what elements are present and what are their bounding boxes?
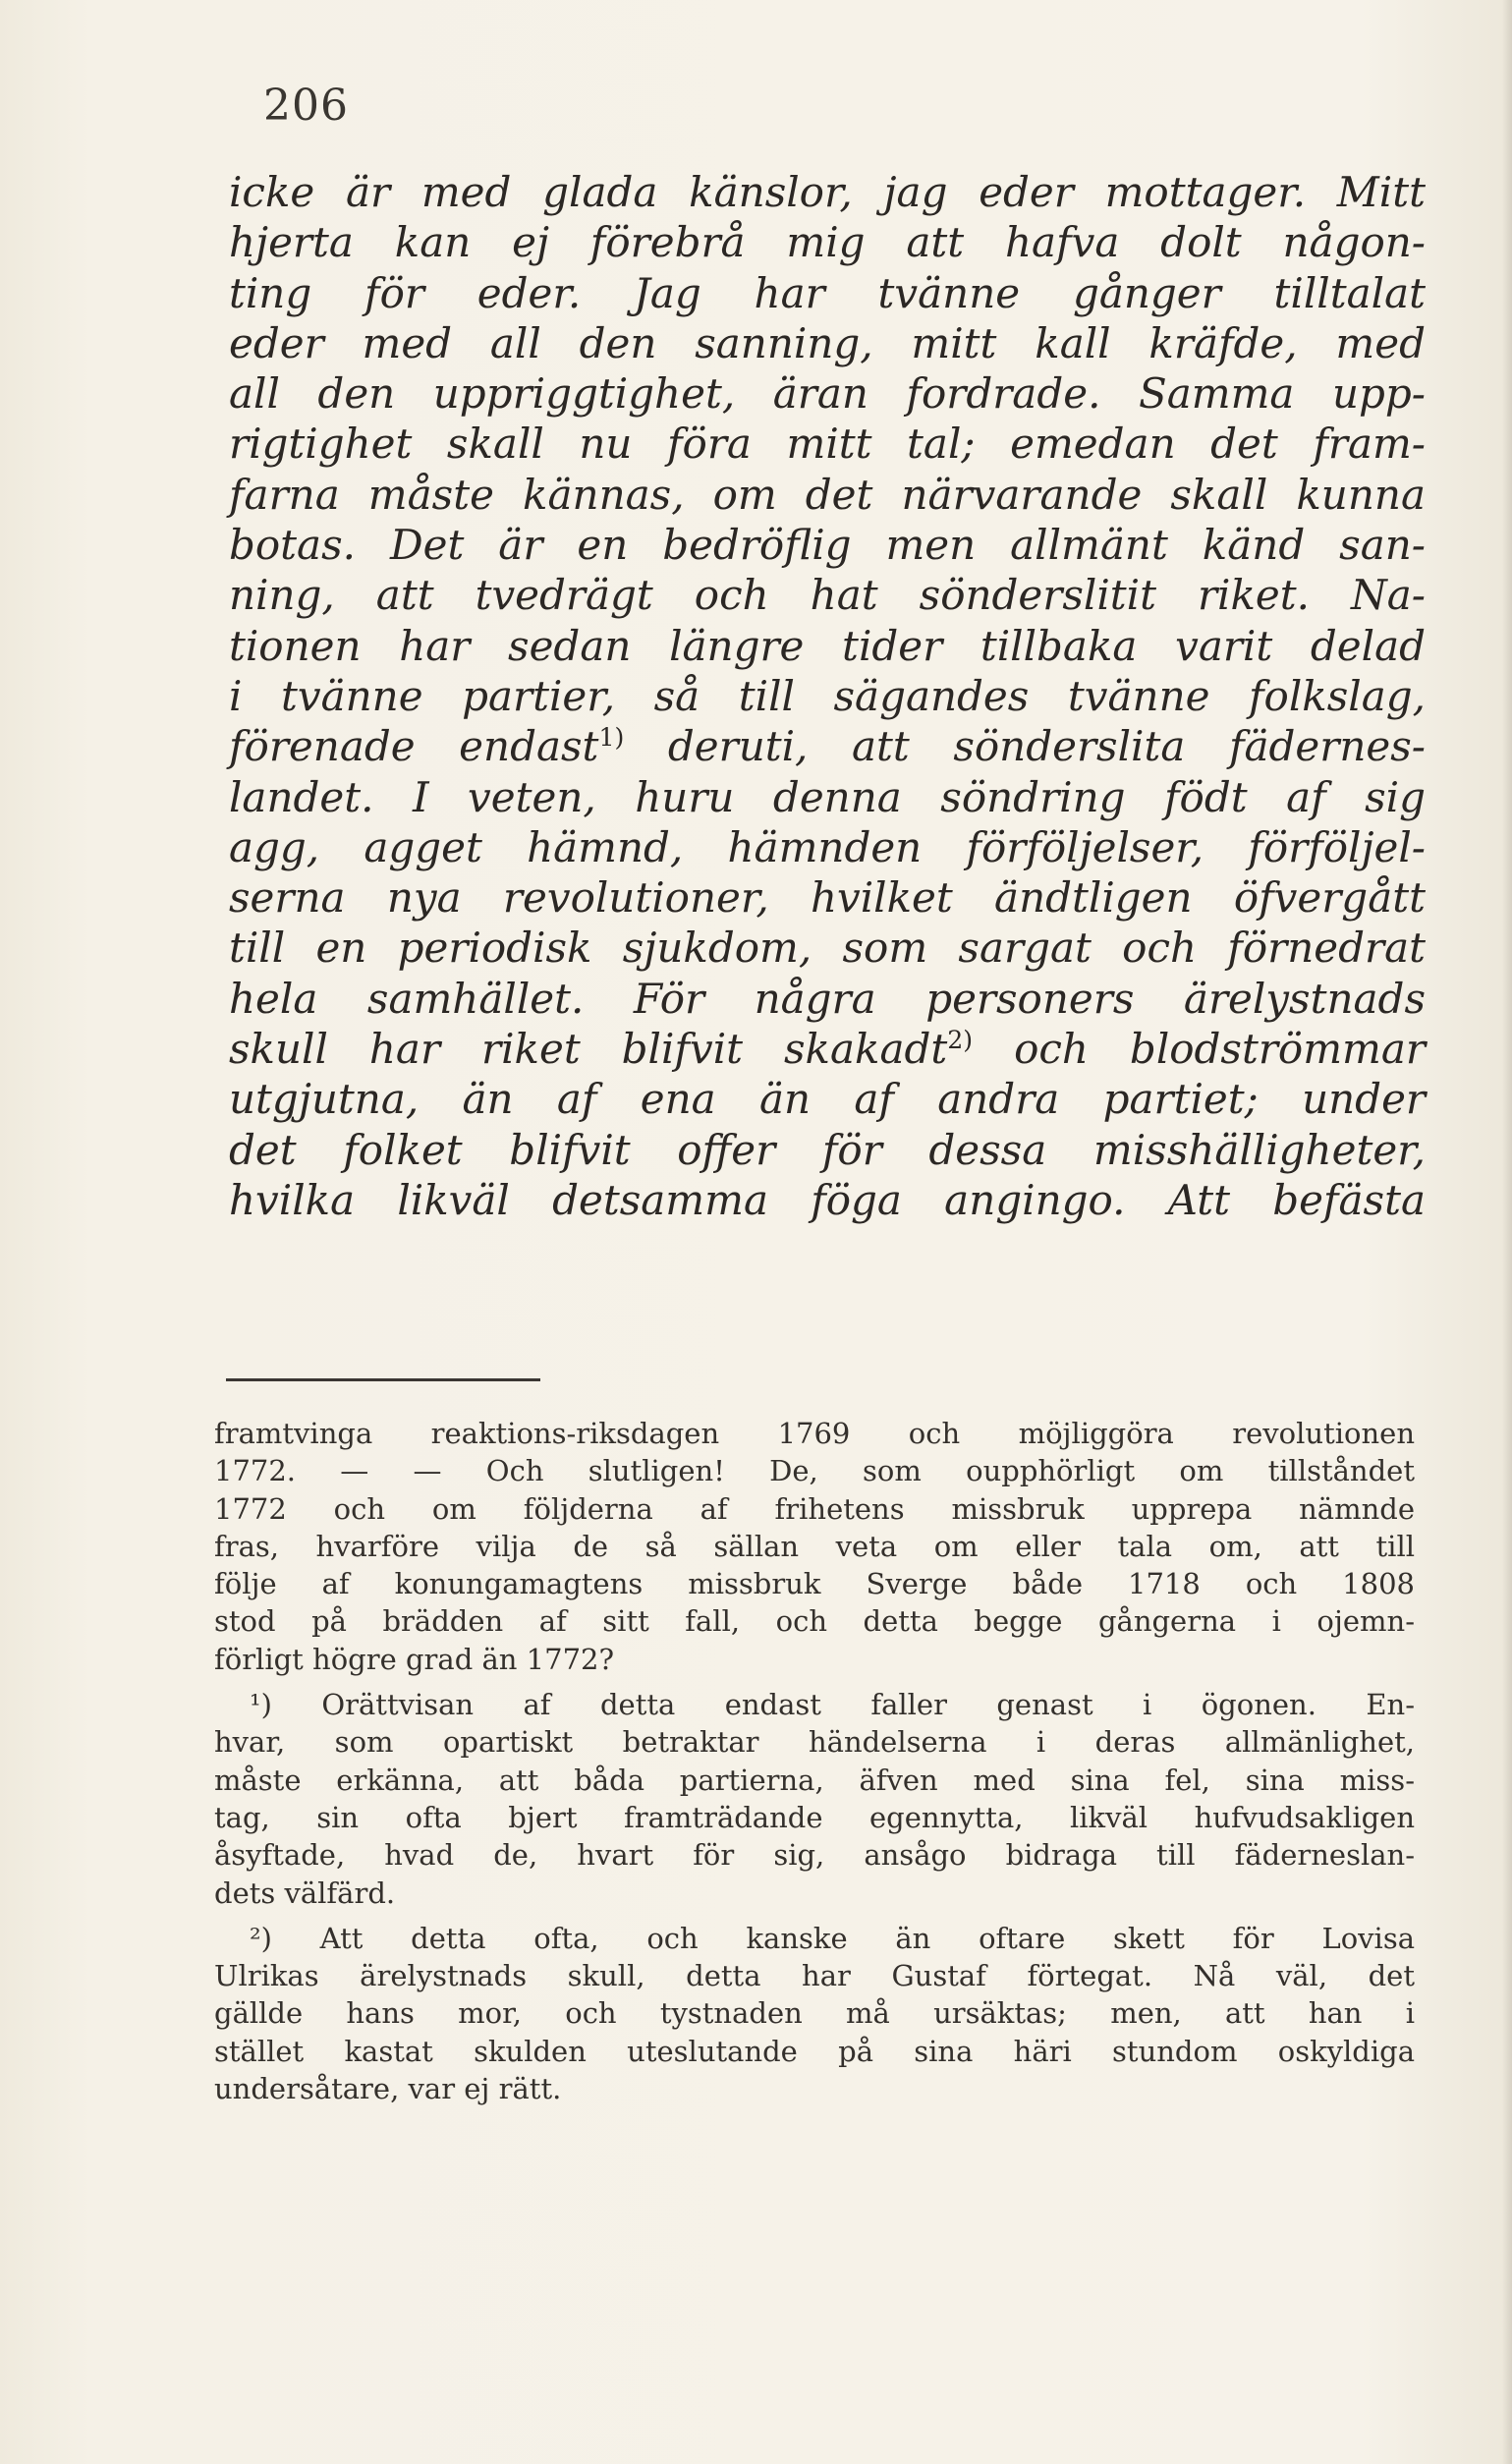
body-line: hela samhället. För några personers ärelystnads	[229, 974, 1426, 1023]
body-line: serna nya revolutioner, hvilket ändtligen öfvergått	[229, 873, 1426, 923]
body-line: ting för eder. Jag har tvänne gånger tilltalat	[229, 268, 1426, 317]
footnote-line: följe af konungamagtens missbruk Sverge både 1718 och 1808	[214, 1567, 1415, 1601]
footnote-line: framtvinga reaktions-riksdagen 1769 och möjliggöra revolutionen	[214, 1417, 1415, 1450]
footnote-line: fras, hvarföre vilja de så sällan veta om eller tala om, att till	[214, 1529, 1415, 1563]
body-text	[229, 167, 1426, 1225]
body-line: eder med all den sanning, mitt kall kräfde, med	[229, 318, 1426, 367]
body-line: rigtighet skall nu föra mitt tal; emedan det fram-	[229, 420, 1426, 469]
body-line: icke är med glada känslor, jag eder mottager. Mitt	[229, 168, 1426, 216]
body-line-start: förenade endast	[229, 722, 599, 771]
page-edge-shadow	[1502, 0, 1512, 2464]
footnote-ref-2: 2)	[947, 1026, 974, 1055]
footnote-1	[214, 1686, 1415, 1912]
footnote-line: ²) Att detta ofta, och kanske än oftare skett för Lovisa	[250, 1921, 1415, 1955]
body-line-start: skull har riket blifvit skakadt	[229, 1025, 948, 1074]
body-line-end: och blodströmmar	[1014, 1025, 1426, 1074]
body-line: all den uppriggtighet, äran fordrade. Samma upp-	[229, 369, 1426, 419]
body-line: ning, att tvedrägt och hat sönderslitit riket. Na-	[229, 571, 1426, 620]
footnote-2	[214, 1920, 1415, 2107]
body-line-with-footnote-1	[229, 721, 1426, 771]
footnote-line: förligt högre grad än 1772?	[214, 1642, 615, 1676]
body-line: botas. Det är en bedröflig men allmänt känd san-	[229, 521, 1426, 570]
footnote-line: dets välfärd.	[214, 1876, 396, 1910]
footnote-divider	[226, 1378, 540, 1381]
footnote-line: hvar, som opartiskt betraktar händelserna i deras allmänlighet,	[214, 1725, 1415, 1760]
footnote-line: tag, sin ofta bjert framträdande egennytta, likväl hufvudsakligen	[214, 1800, 1415, 1834]
body-line: farna måste kännas, om det närvarande skall kunna	[229, 470, 1426, 519]
footnotes	[214, 1415, 1415, 2115]
body-line: det folket blifvit offer för dessa misshälligheter,	[229, 1125, 1426, 1174]
body-line-end: deruti, att sönderslita fädernes-	[667, 722, 1426, 771]
footnote-line: undersåtare, var ej rätt.	[214, 2072, 562, 2106]
footnote-line: ¹) Orättvisan af detta endast faller genast i ögonen. En-	[250, 1688, 1415, 1722]
body-line: utgjutna, än af ena än af andra partiet; under	[229, 1075, 1426, 1124]
footnote-line: stod på brädden af sitt fall, och detta begge gångerna i ojemn-	[214, 1604, 1415, 1639]
body-line-with-footnote-2	[229, 1024, 1426, 1074]
footnote-continuation	[214, 1415, 1415, 1678]
footnote-line: 1772. — — Och slutligen! De, som oupphörligt om tillståndet	[214, 1454, 1415, 1488]
body-line: hjerta kan ej förebrå mig att hafva dolt någon-	[229, 218, 1426, 267]
footnote-ref-1: 1)	[598, 723, 625, 753]
footnote-line: måste erkänna, att båda partierna, äfven med sina fel, sina miss-	[214, 1763, 1415, 1797]
footnote-line: gällde hans mor, och tystnaden må ursäktas; men, att han i	[214, 1996, 1415, 2031]
footnote-line: 1772 och om följderna af frihetens missbruk upprepa nämnde	[214, 1491, 1415, 1526]
body-line: i tvänne partier, så till sägandes tvänne folkslag,	[229, 671, 1426, 720]
body-line: agg, agget hämnd, hämnden förföljelser, förföljel-	[229, 822, 1426, 871]
body-line: hvilka likväl detsamma föga angingo. Att befästa	[229, 1175, 1426, 1224]
footnote-line: stället kastat skulden uteslutande på sina häri stundom oskyldiga	[214, 2034, 1415, 2068]
footnote-line: åsyftade, hvad de, hvart för sig, ansågo bidraga till fäderneslan-	[214, 1838, 1415, 1873]
body-line: tionen har sedan längre tider tillbaka varit delad	[229, 621, 1426, 670]
body-line: till en periodisk sjukdom, som sargat och förnedrat	[229, 924, 1426, 973]
body-line: landet. I veten, huru denna söndring födt af sig	[229, 772, 1426, 821]
footnote-line: Ulrikas ärelystnads skull, detta har Gustaf förtegat. Nå väl, det	[214, 1959, 1415, 1993]
page-number: 206	[263, 81, 349, 131]
